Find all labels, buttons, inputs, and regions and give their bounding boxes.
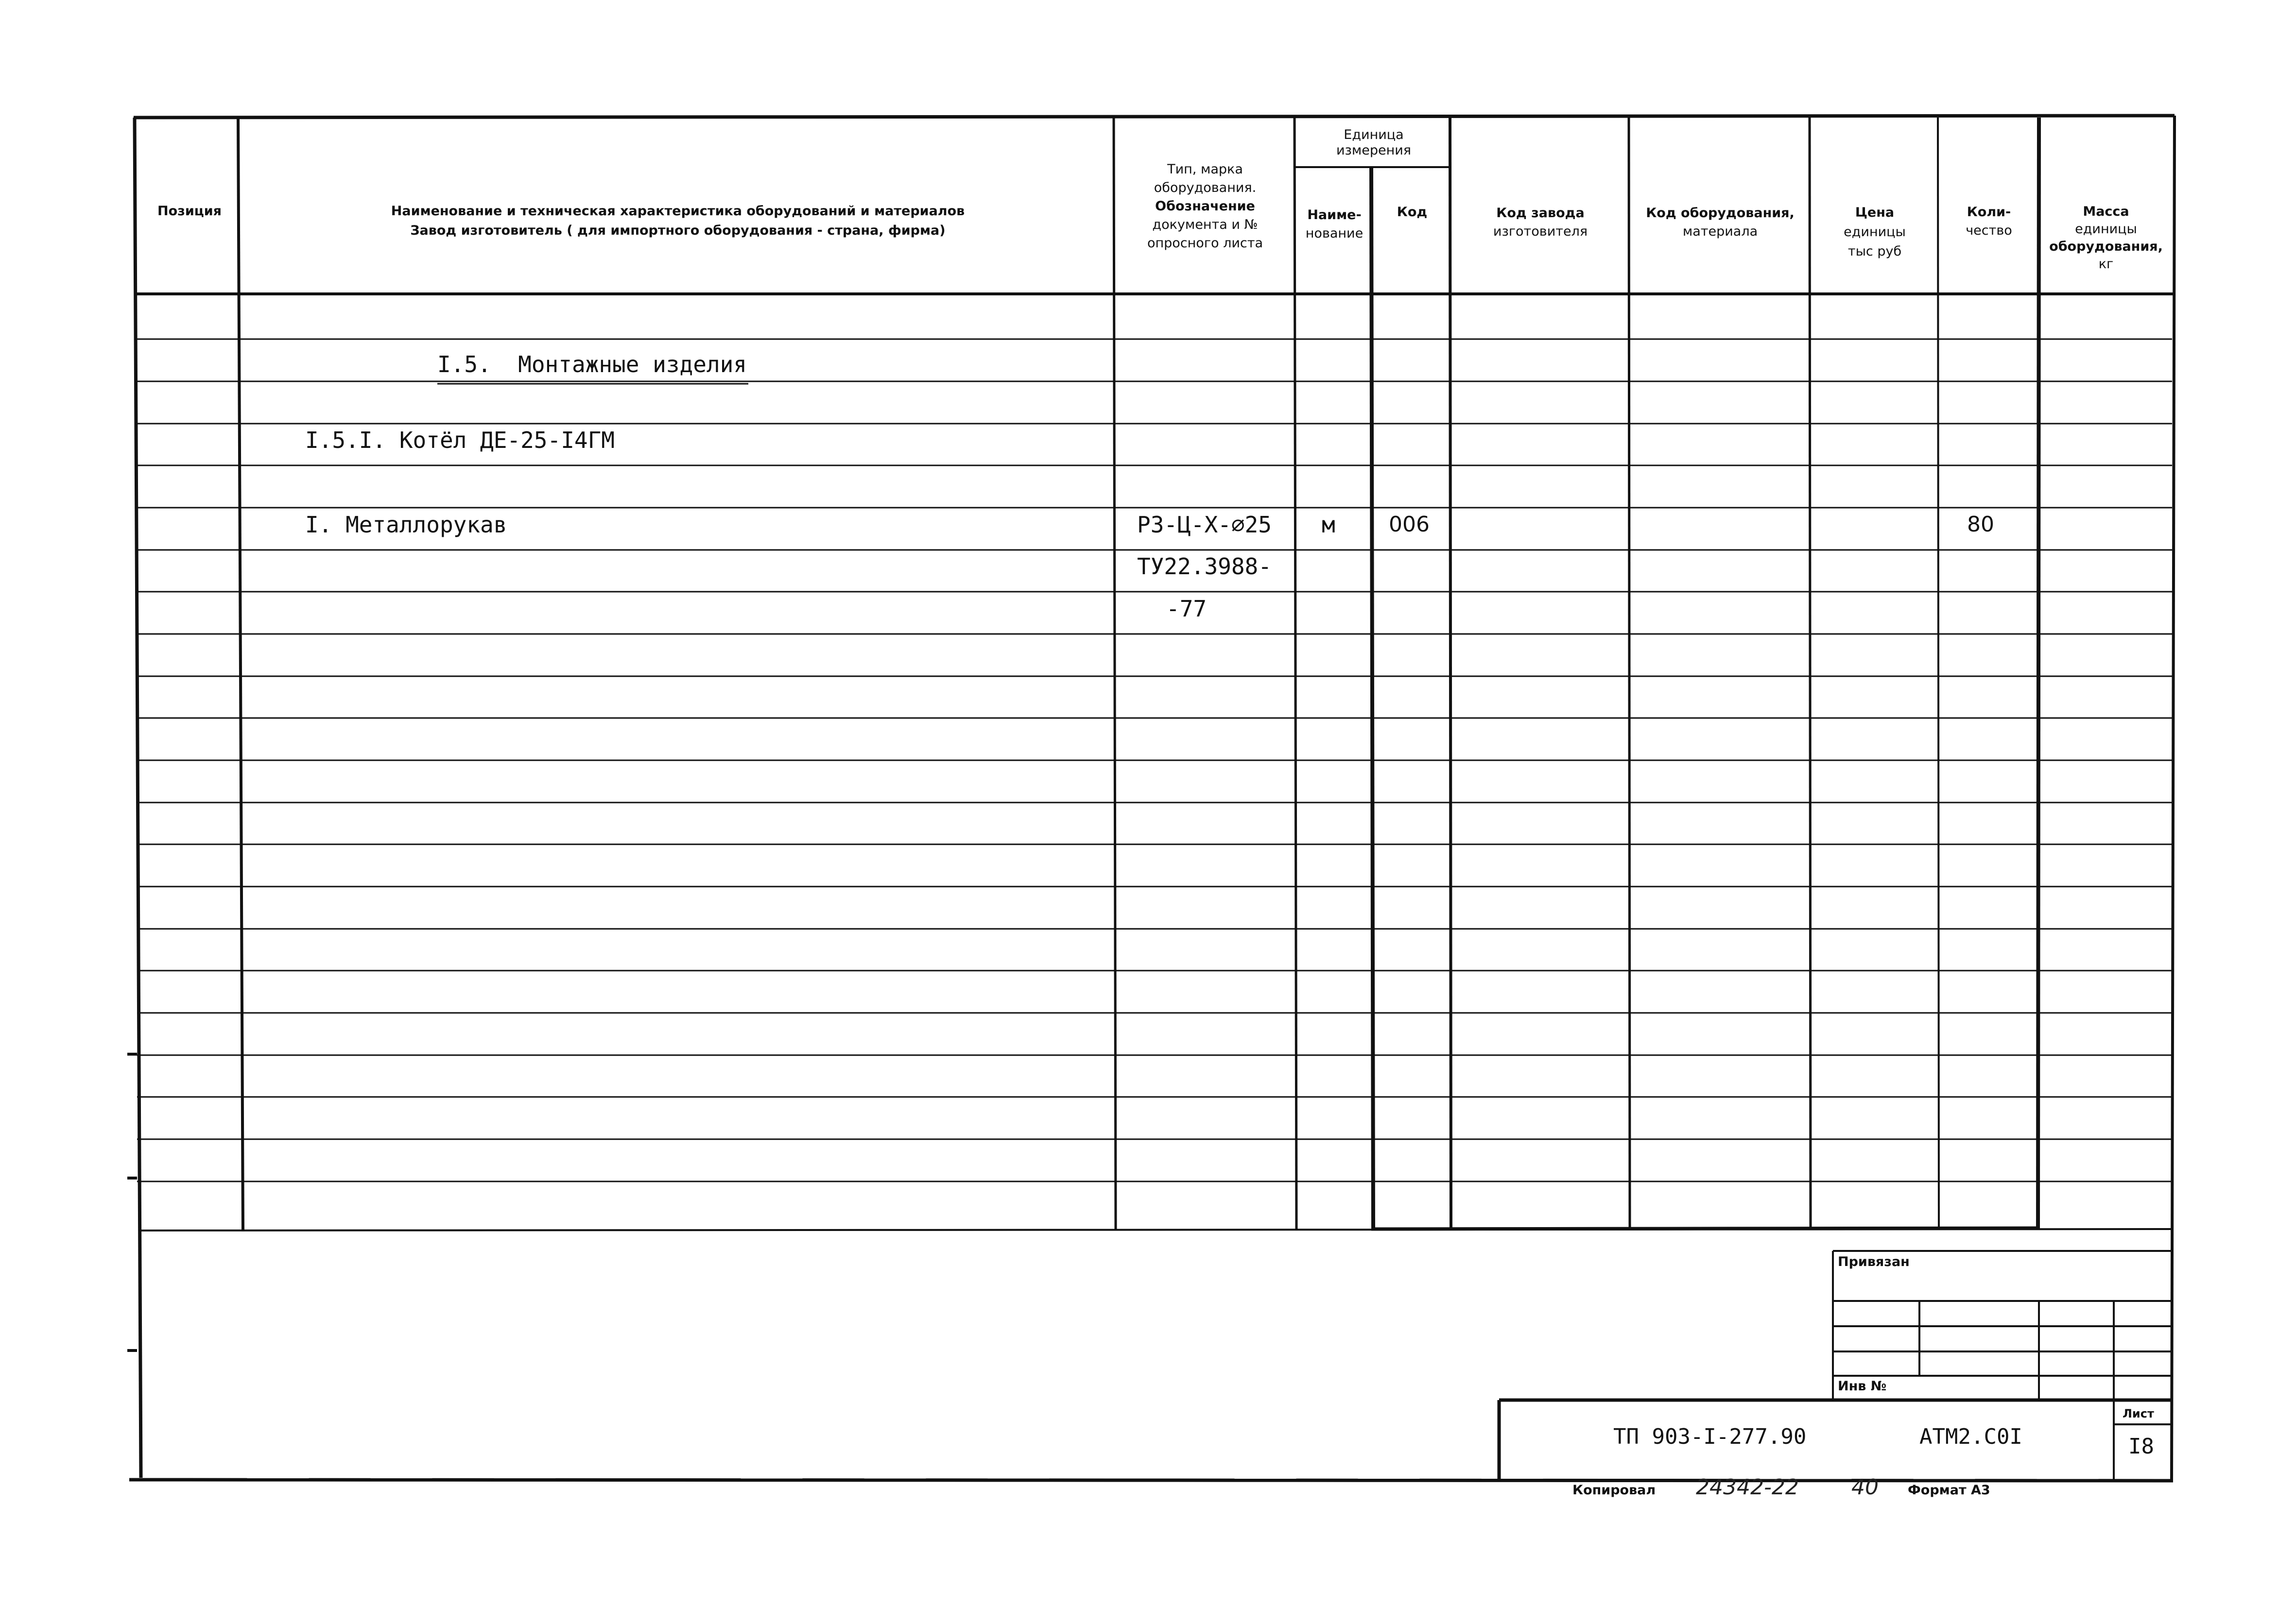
header-unit-code: Код — [1397, 205, 1428, 220]
header-quantity-line: чество — [1966, 223, 2012, 238]
footer-format-label: Формат А3 — [1908, 1483, 1990, 1498]
header-position: Позиция — [157, 204, 222, 219]
header-type-mark-line: опросного листа — [1147, 236, 1263, 251]
item-unit: м — [1322, 512, 1335, 538]
header-name-line2: Завод изготовитель ( для импортного оборудования - страна, фирма) — [410, 223, 946, 238]
footer-copied-num2: 40 — [1851, 1475, 1879, 1500]
header-equipment-code-line: Код оборудования, — [1646, 205, 1795, 221]
stamp-doc-number: ТП 903-I-277.90 — [1613, 1424, 1807, 1449]
subsection-title: I.5.I. Котёл ДЕ-25-I4ГМ — [305, 427, 615, 453]
section-title: I.5. Монтажные изделия — [437, 351, 747, 377]
footer-copied-number: 24342-22 — [1696, 1475, 1799, 1500]
header-factory-code-line: изготовителя — [1493, 224, 1588, 239]
stamp-inv-label: Инв № — [1838, 1379, 1887, 1394]
header-unit-group — [1296, 127, 1451, 158]
header-mass-line: кг — [2098, 256, 2114, 272]
header-price-line: единицы — [1844, 224, 1906, 239]
stamp-sheet-label: Лист — [2123, 1407, 2154, 1420]
header-unit-name-line: нование — [1305, 226, 1364, 241]
header-type-mark-line: документа и № — [1152, 217, 1258, 232]
item-quantity: 80 — [1967, 512, 1994, 537]
header-price — [1811, 203, 1939, 261]
header-mass — [2039, 203, 2173, 273]
footer-copied-label: Копировал — [1572, 1483, 1656, 1498]
header-type-mark-line: Обозначение — [1155, 199, 1255, 214]
header-equipment-code — [1630, 204, 1811, 241]
stamp-sheet-number: I8 — [2128, 1434, 2154, 1459]
header-mass-line: единицы — [2075, 222, 2137, 237]
header-unit-group-line: измерения — [1336, 143, 1412, 158]
header-type-mark-line: Тип, марка — [1167, 162, 1243, 177]
header-equipment-code-line: материала — [1682, 224, 1758, 239]
header-type-mark-line: оборудования. — [1154, 180, 1257, 195]
header-unit-group-line: Единица — [1344, 127, 1404, 142]
item-type-line3: -77 — [1166, 596, 1207, 622]
header-quantity — [1939, 203, 2039, 240]
header-mass-line: Масса — [2083, 204, 2129, 219]
header-factory-code-line: Код завода — [1496, 205, 1585, 221]
header-type-mark — [1116, 160, 1295, 253]
item-code: 006 — [1389, 512, 1430, 537]
item-type-line2: ТУ22.3988- — [1137, 553, 1272, 580]
header-factory-code — [1451, 204, 1630, 241]
header-unit-name — [1296, 206, 1372, 243]
header-quantity-line: Коли- — [1967, 205, 2011, 220]
header-mass-line: оборудования, — [2049, 239, 2163, 254]
item-type-line1: Р3-Ц-Х-∅25 — [1137, 512, 1272, 538]
stamp-bound-label: Привязан — [1838, 1254, 1910, 1269]
stamp-doc-code: АТМ2.С0I — [1919, 1424, 2022, 1449]
header-name-line1: Наименование и техническая характеристика оборудований и материалов — [391, 204, 965, 219]
header-price-line: тыс руб — [1847, 244, 1902, 259]
item-name: I. Металлорукав — [305, 512, 507, 538]
header-unit-name-line: Наиме- — [1307, 207, 1362, 222]
header-price-line: Цена — [1855, 205, 1895, 220]
